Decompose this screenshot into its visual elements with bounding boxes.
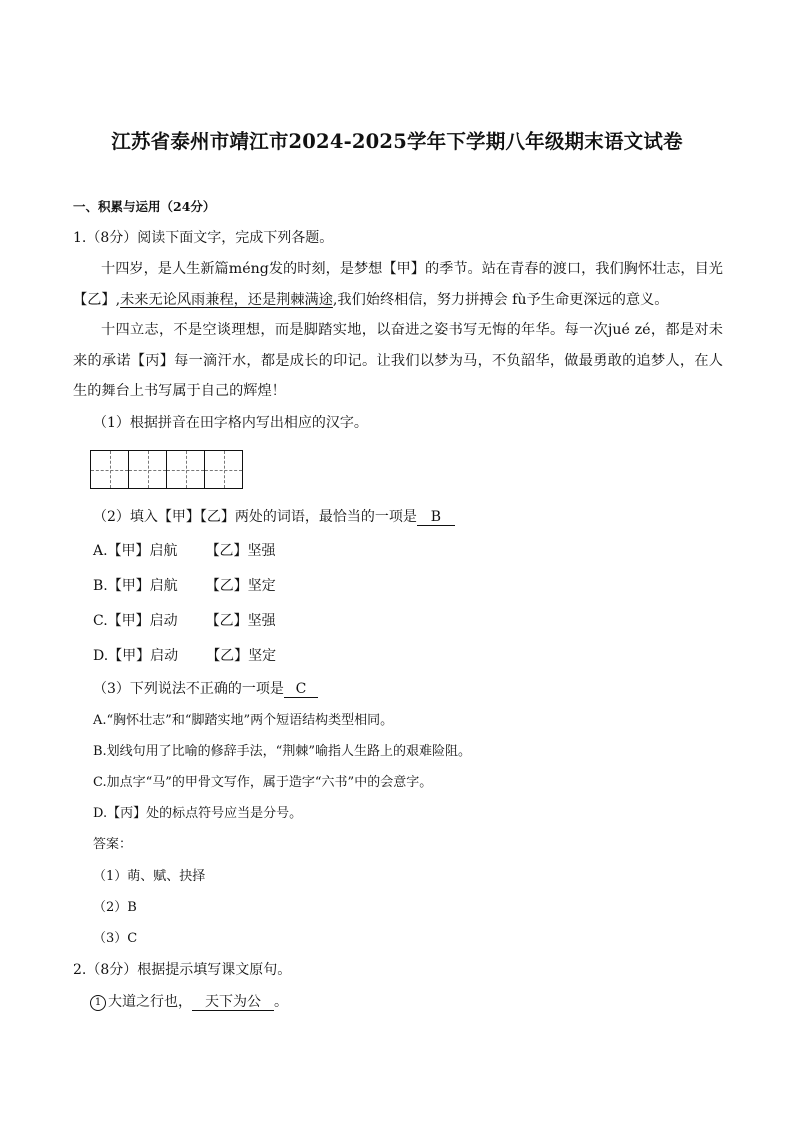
option-b: [93, 579, 276, 593]
page-title: 江苏省泰州市靖江市2024-2025学年下学期八年级期末语文试卷: [111, 130, 683, 153]
statement-b: B.划线句用了比喻的修辞手法，“荆棘”喻指人生路上的艰难险阻。: [93, 744, 471, 759]
passage-paragraph-2: 十四立志，不是空谈理想，而是脚踏实地，以奋进之姿书写无悔的年华。每一次jué zé，都是对未来的承诺【丙】每一滴汗水，都是成长的印记。让我们以梦为马，不负韶华，做最勇敢的追梦人，在人生的舞台上书写属于自己的辉煌！: [73, 322, 723, 399]
sub-question-3-text: （3）下列说法不正确的一项是: [93, 681, 284, 697]
passage-text: 十四岁，是人生新篇méng发的时刻，是梦想【甲】的季节。站在青春的渡口，我们胸怀壮志，目光【乙】,: [73, 261, 723, 308]
section-heading: 一、积累与运用（24分）: [73, 199, 216, 214]
option-d-part1: D.【甲】启动: [93, 648, 179, 664]
answer-1: （1）萌、赋、抉择: [93, 869, 206, 884]
answer-blank[interactable]: C: [284, 682, 318, 698]
item-1-text: 大道之行也，: [108, 994, 192, 1010]
option-b-part1: B.【甲】启航: [93, 578, 178, 594]
question-2-item-1: [90, 995, 288, 1011]
option-d-part2: 【乙】坚定: [206, 648, 277, 664]
sub-question-1: （1）根据拼音在田字格内写出相应的汉字。: [93, 415, 368, 431]
sub-question-2-text: （2）填入【甲】【乙】两处的词语，最恰当的一项是: [93, 509, 417, 525]
circled-number-1: 1: [90, 995, 106, 1011]
passage-paragraph-1: [73, 254, 723, 315]
answer-blank[interactable]: 天下为公: [192, 995, 274, 1011]
grid-cell[interactable]: [166, 450, 205, 489]
underlined-sentence: 未来无论风雨兼程，还是荆棘满途: [120, 291, 333, 308]
option-a: [93, 544, 276, 558]
option-c: [93, 614, 276, 628]
statement-d: D.【丙】处的标点符号应当是分号。: [93, 806, 303, 821]
answer-blank[interactable]: B: [417, 510, 455, 526]
option-c-part2: 【乙】坚强: [205, 613, 276, 629]
question-2-stem: 2.（8分）根据提示填写课文原句。: [73, 962, 292, 978]
answer-3: （3）C: [93, 931, 138, 946]
answer-2: （2）B: [93, 900, 137, 915]
question-1-stem: 1.（8分）阅读下面文字，完成下列各题。: [73, 230, 334, 246]
option-c-part1: C.【甲】启动: [93, 613, 178, 629]
option-a-part2: 【乙】坚强: [205, 543, 276, 559]
sub-question-3: [93, 682, 318, 698]
grid-cell[interactable]: [128, 450, 167, 489]
grid-cell[interactable]: [90, 450, 129, 489]
tianzige-grid[interactable]: [90, 450, 242, 489]
option-d: [93, 649, 276, 663]
answer-label: 答案：: [93, 837, 133, 852]
statement-c: C.加点字“马”的甲骨文写作，属于造字“六书”中的会意字。: [93, 775, 433, 790]
grid-cell[interactable]: [204, 450, 243, 489]
statement-a: A.“胸怀壮志”和“脚踏实地”两个短语结构类型相同。: [93, 713, 394, 728]
sub-question-2: [93, 510, 455, 526]
option-b-part2: 【乙】坚定: [205, 578, 276, 594]
item-1-end: 。: [274, 994, 288, 1010]
passage-text: ,我们始终相信，努力拼搏会 fù予生命更深远的意义。: [332, 291, 669, 308]
option-a-part1: A.【甲】启航: [93, 543, 178, 559]
